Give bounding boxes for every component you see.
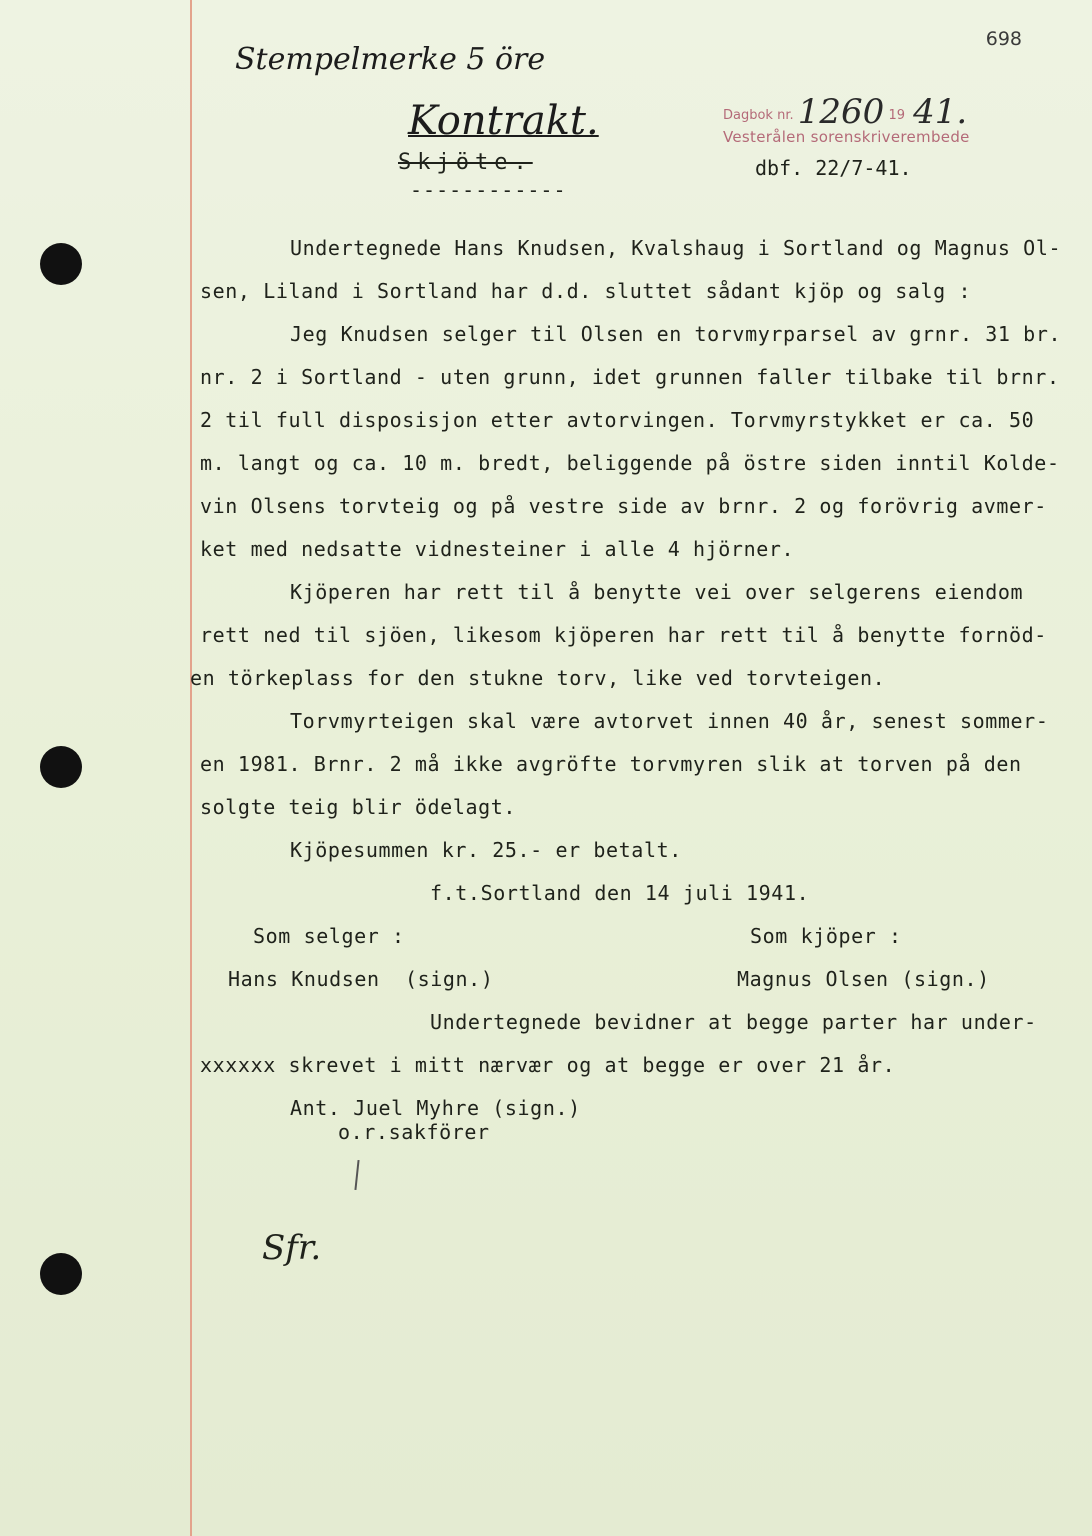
struck-title: Skjöte. <box>398 150 533 175</box>
text-line: Kjöpesummen kr. 25.- er betalt. <box>290 838 682 862</box>
seller-signature: Hans Knudsen (sign.) <box>228 967 494 991</box>
page-number: 698 <box>985 28 1022 50</box>
stamp-number: 1260 <box>797 92 885 132</box>
witness-text: xxxxxx skrevet i mitt nærvær og at begge er over 21 år. <box>200 1053 896 1077</box>
text-line: en 1981. Brnr. 2 må ikke avgröfte torvmyren slik at torven på den <box>200 752 1022 776</box>
handwritten-stamp-note: Stempelmerke 5 öre <box>235 42 546 77</box>
text-line: en törkeplass for den stukne torv, like ved torvteigen. <box>190 666 886 690</box>
seller-heading: Som selger : <box>253 924 405 948</box>
text-line: Torvmyrteigen skal være avtorvet innen 40 år, senest sommer- <box>290 709 1049 733</box>
stamp-label: Dagbok nr. <box>723 108 794 123</box>
registry-stamp <box>723 92 970 146</box>
pencil-mark <box>354 1160 359 1190</box>
place-date: f.t.Sortland den 14 juli 1941. <box>430 881 810 905</box>
stamp-year: 41. <box>913 92 968 132</box>
text-line: m. langt og ca. 10 m. bredt, beliggende på östre siden inntil Kolde- <box>200 451 1060 475</box>
margin-line <box>190 0 192 1536</box>
witness-title: o.r.sakförer <box>338 1120 490 1144</box>
text-line: Jeg Knudsen selger til Olsen en torvmyrparsel av grnr. 31 br. <box>290 322 1062 346</box>
registration-date: dbf. 22/7-41. <box>755 156 912 180</box>
text-line: sen, Liland i Sortland har d.d. sluttet sådant kjöp og salg : <box>200 279 972 303</box>
witness-name: Ant. Juel Myhre (sign.) <box>290 1096 581 1120</box>
buyer-heading: Som kjöper : <box>750 924 902 948</box>
punch-hole <box>40 1253 82 1295</box>
text-line: solgte teig blir ödelagt. <box>200 795 517 819</box>
witness-text: Undertegnede bevidner at begge parter har under- <box>430 1010 1037 1034</box>
clerk-signature: Sfr. <box>262 1228 322 1268</box>
handwritten-title: Kontrakt. <box>408 98 599 144</box>
text-line: Kjöperen har rett til å benytte vei over selgerens eiendom <box>290 580 1024 604</box>
title-underline: ------------ <box>410 178 567 202</box>
text-line: Undertegnede Hans Knudsen, Kvalshaug i Sortland og Magnus Ol- <box>290 236 1062 260</box>
text-line: nr. 2 i Sortland - uten grunn, idet grunnen faller tilbake til brnr. <box>200 365 1060 389</box>
stamp-office: Vesterålen sorenskriverembede <box>723 128 970 146</box>
text-line: ket med nedsatte vidnesteiner i alle 4 hjörner. <box>200 537 795 561</box>
stamp-year-prefix: 19 <box>888 108 905 123</box>
punch-hole <box>40 746 82 788</box>
buyer-signature: Magnus Olsen (sign.) <box>737 967 990 991</box>
text-line: vin Olsens torvteig og på vestre side av brnr. 2 og forövrig avmer- <box>200 494 1047 518</box>
text-line: 2 til full disposisjon etter avtorvingen. Torvmyrstykket er ca. 50 <box>200 408 1035 432</box>
punch-hole <box>40 243 82 285</box>
text-line: rett ned til sjöen, likesom kjöperen har rett til å benytte fornöd- <box>200 623 1047 647</box>
